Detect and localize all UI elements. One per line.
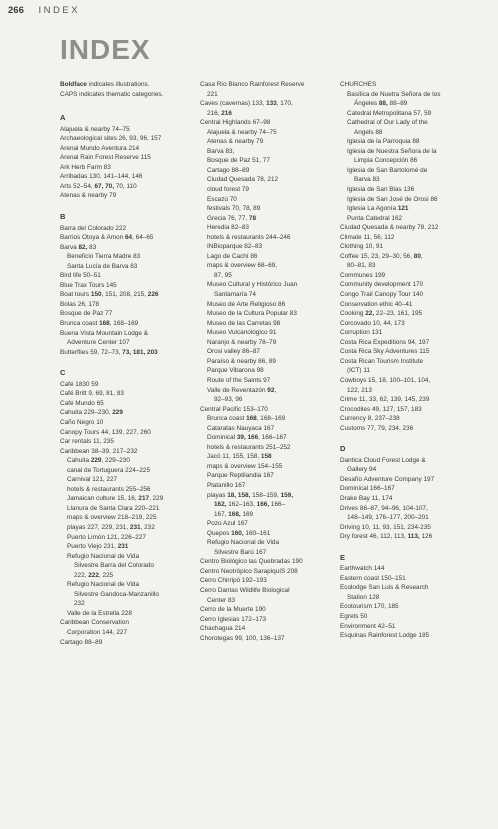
index-entry-continuation: 222, 222, 225 bbox=[74, 571, 114, 579]
index-subentry: Museo de Arte Religioso 86 bbox=[207, 300, 286, 308]
index-entry: Desafío Adventure Company 197 bbox=[340, 475, 435, 483]
index-subentry: Parque Vibarona 98 bbox=[207, 367, 264, 375]
index-entry-continuation: 167, 168, 169 bbox=[214, 510, 254, 518]
index-subentry: Escazú 70 bbox=[207, 195, 237, 203]
index-entry: Eastern coast 150–151 bbox=[340, 574, 406, 582]
index-subentry: INBioparque 82–83 bbox=[207, 243, 263, 251]
index-subentry: Alajuela & nearby 74–75 bbox=[207, 128, 277, 136]
index-subentry: Gallery 94 bbox=[347, 466, 377, 474]
index-entry-continuation: Santamaría 74 bbox=[214, 291, 256, 299]
index-legend-note: CAPS indicates thematic categories. bbox=[60, 90, 164, 98]
index-subentry: Museo Vulcanológico 91 bbox=[207, 329, 277, 337]
index-subentry: Museo de la Cultura Popular 83 bbox=[207, 310, 297, 318]
index-subentry: canal de Tortuguera 224–225 bbox=[67, 466, 151, 474]
index-entry: Bosque de Paz 77 bbox=[60, 310, 113, 318]
index-entry: Centro Neotrópico SarapiquíS 208 bbox=[200, 567, 298, 575]
index-subentry: hotels & restaurants 255–256 bbox=[67, 485, 151, 493]
index-column-1 bbox=[60, 80, 198, 647]
index-entry: Cahuita 229–230, 229 bbox=[60, 409, 123, 417]
index-entry: Cowboys 15, 18, 100–101, 104, bbox=[340, 376, 431, 384]
index-entry: Brunca coast 168, 168–169 bbox=[60, 320, 139, 328]
index-entry: CHURCHES bbox=[340, 81, 377, 88]
index-entry-continuation: Silvestre Barra del Colorado bbox=[74, 562, 154, 570]
index-entry: Ecotourism 170, 185 bbox=[340, 603, 399, 611]
page-number: 266 bbox=[8, 5, 24, 16]
index-entry: Car rentals 11, 235 bbox=[60, 438, 114, 446]
index-entry: Central Highlands 67–98 bbox=[200, 119, 271, 127]
index-subentry: Barva 83, bbox=[207, 147, 235, 155]
index-subentry: Grecia 76, 77, 78 bbox=[207, 214, 257, 222]
index-letter-heading: B bbox=[60, 212, 66, 222]
index-subentry: maps & overview 154–155 bbox=[207, 462, 283, 470]
index-subentry: Cataratas Nauyaca 167 bbox=[207, 424, 275, 432]
index-entry: Costa Rican Tourism Institute bbox=[340, 357, 423, 365]
index-entry: Cerro Dantas Wildlife Biological bbox=[200, 586, 290, 594]
index-subentry: Santa Lucía de Barva 83 bbox=[67, 262, 138, 270]
index-subentry: playas 227, 229, 231, 231, 232 bbox=[67, 523, 155, 531]
index-subentry: Refugio Nacional de Vida bbox=[67, 552, 140, 560]
index-subentry: Iglesia de San Blas 136 bbox=[347, 186, 415, 194]
index-entry: Caribbean Conservation bbox=[60, 619, 129, 627]
index-subentry: Puerto Viejo 231, 231 bbox=[67, 543, 129, 551]
index-subentry: Cathedral of Our Lady of the bbox=[347, 119, 428, 127]
index-subentry: Pozo Azul 167 bbox=[207, 520, 248, 528]
index-entry: Café Britt 9, 69, 81, 83 bbox=[60, 390, 124, 398]
index-entry: Canopy Tours 44, 139, 227, 260 bbox=[60, 428, 151, 436]
index-entry: Barra del Colorado 222 bbox=[60, 224, 127, 232]
index-subentry: Iglesia de Nuestra Señora de la bbox=[347, 147, 437, 155]
index-entry: Coffee 15, 23, 29–30, 56, 80, bbox=[340, 252, 423, 260]
index-subentry: 122, 213 bbox=[347, 386, 372, 394]
index-entry: Casa Río Blanco Rainforest Reserve bbox=[200, 81, 305, 88]
index-entry: Blue Trax Tours 145 bbox=[60, 281, 117, 289]
index-subentry: maps & overview 218–219, 225 bbox=[67, 514, 157, 522]
index-letter-heading: C bbox=[60, 368, 66, 378]
index-entry: Costa Rica Expeditions 94, 197 bbox=[340, 338, 430, 346]
index-entry: Drives 86–87, 94–96, 104-107, bbox=[340, 504, 428, 512]
index-subentry: Quepos 160, 160–161 bbox=[207, 529, 271, 537]
index-subentry: Jamaican culture 15, 16, 217, 229 bbox=[67, 495, 164, 503]
index-entry: Corruption 131 bbox=[340, 329, 383, 337]
index-entry: Boat tours 150, 151, 208, 215, 226 bbox=[60, 291, 159, 299]
index-entry-continuation: Limpia Concepción 86 bbox=[354, 157, 418, 165]
index-entry: Arribadas 130, 141–144, 146 bbox=[60, 173, 143, 181]
index-entry: Earthwatch 144 bbox=[340, 565, 385, 573]
index-entry-continuation: Angels 88 bbox=[354, 128, 383, 136]
index-subentry: Museo Cultural y Histórico Juan bbox=[207, 281, 298, 289]
index-entry-continuation: 232 bbox=[74, 600, 85, 608]
index-subentry: Iglesia de San José de Orosi 86 bbox=[347, 195, 438, 203]
index-subentry: Center 83 bbox=[207, 596, 236, 604]
index-entry: Ark Herb Farm 83 bbox=[60, 163, 111, 171]
index-subentry: Valle de la Estrella 228 bbox=[67, 609, 132, 617]
index-entry: Bird life 50–51 bbox=[60, 272, 101, 280]
index-subentry: Dominical 39, 166, 166–167 bbox=[207, 434, 287, 442]
index-subentry: Llanura de Santa Clara 220–221 bbox=[67, 504, 160, 512]
index-subentry: Orosi valley 86–87 bbox=[207, 348, 260, 356]
index-entry-continuation: 87, 95 bbox=[214, 271, 232, 279]
index-entry: Caño Negro 10 bbox=[60, 418, 104, 426]
index-entry-continuation: 92–93, 96 bbox=[214, 396, 243, 404]
index-subentry: Bosque de Paz 51, 77 bbox=[207, 157, 270, 165]
index-subentry: maps & overview 68–69, bbox=[207, 262, 277, 270]
index-entry-continuation: Silvestre Gandoca-Manzanillo bbox=[74, 590, 159, 598]
index-entry-continuation: Silvestre Barú 167 bbox=[214, 548, 267, 556]
index-entry: Environment 42–51 bbox=[340, 622, 396, 630]
page-title: INDEX bbox=[60, 34, 151, 65]
index-entry: Cerro Iglesias 172–173 bbox=[200, 615, 267, 623]
index-subentry: Punta Catedral 162 bbox=[347, 214, 403, 222]
index-column-3 bbox=[340, 80, 478, 641]
index-entry: Communes 199 bbox=[340, 271, 386, 279]
index-subentry: (ICT) 11 bbox=[347, 367, 370, 375]
index-entry: Cartago 88–89 bbox=[60, 638, 103, 646]
index-entry: Bolas 26, 178 bbox=[60, 300, 100, 308]
running-header bbox=[8, 5, 80, 16]
index-entry: Corcovado 10, 44, 173 bbox=[340, 319, 405, 327]
index-subentry: Paraíso & nearby 86, 89 bbox=[207, 357, 276, 365]
index-entry: Ecolodge San Luis & Research bbox=[340, 584, 429, 592]
index-subentry: Adventure Center 107 bbox=[67, 339, 130, 347]
index-subentry: Platanillo 167 bbox=[207, 481, 246, 489]
index-subentry: Museo de las Carretas 98 bbox=[207, 319, 281, 327]
index-entry: Conservation ethic 40–41 bbox=[340, 300, 413, 308]
index-entry: Barrios Otoya & Amon 64, 64–65 bbox=[60, 234, 154, 242]
index-subentry: Lago de Cachí 86 bbox=[207, 252, 258, 260]
index-entry-continuation: Barva 83 bbox=[354, 176, 380, 184]
index-entry: Egrets 50 bbox=[340, 612, 368, 620]
index-subentry: Cartago 88–89 bbox=[207, 166, 250, 174]
index-column-2 bbox=[200, 80, 338, 643]
index-letter-heading: A bbox=[60, 113, 66, 123]
index-entry: Butterflies 59, 72–73, 73, 181, 203 bbox=[60, 348, 158, 356]
index-entry: Congo Trail Canopy Tour 140 bbox=[340, 291, 424, 299]
index-entry: Costa Rica Sky Adventures 115 bbox=[340, 348, 430, 356]
index-entry: Cerro Chirripó 192–193 bbox=[200, 577, 267, 585]
index-entry: Ciudad Quesada & nearby 78, 212 bbox=[340, 224, 439, 232]
index-subentry: Heredia 82–83 bbox=[207, 224, 249, 232]
index-entry: Chorotegas 99, 100, 136–137 bbox=[200, 634, 285, 642]
index-entry-continuation: Ángeles 88, 88–89 bbox=[354, 100, 408, 108]
index-entry: Centro Biológico las Quebradas 190 bbox=[200, 558, 303, 566]
index-subentry: Ciudad Quesada 78, 212 bbox=[207, 176, 279, 184]
index-subentry: Valle de Reventazón 92, bbox=[207, 386, 277, 394]
index-entry: Central Pacific 153–170 bbox=[200, 405, 268, 413]
index-subentry: 216, 216 bbox=[207, 109, 232, 117]
index-entry: Alajuela & nearby 74–75 bbox=[60, 125, 130, 133]
index-entry: Caves (cavernas) 133, 133, 170, bbox=[200, 100, 293, 108]
index-entry: Community development 170 bbox=[340, 281, 424, 289]
index-legend-note: Boldface indicates illustrations. bbox=[60, 81, 150, 88]
index-subentry: Corporation 144, 227 bbox=[67, 628, 128, 636]
index-subentry: Refugio Nacional de Vida bbox=[207, 539, 280, 547]
index-letter-heading: D bbox=[340, 444, 346, 454]
index-entry: Customs 77, 79, 234, 236 bbox=[340, 424, 414, 432]
index-entry: Café Mundo 65 bbox=[60, 399, 104, 407]
index-subentry: Iglesia La Agonía 121 bbox=[347, 205, 409, 213]
index-subentry: Puerto Limón 121, 226–227 bbox=[67, 533, 146, 541]
index-subentry: Naranjo & nearby 78–79 bbox=[207, 338, 277, 346]
index-entry: Driving 10, 11, 93, 151, 234-235 bbox=[340, 523, 431, 531]
index-subentry: Route of the Saints 97 bbox=[207, 376, 271, 384]
index-entry: Cooking 22, 22–23, 161, 195 bbox=[340, 310, 423, 318]
index-entry: Dantica Cloud Forest Lodge & bbox=[340, 456, 426, 464]
index-entry: Clothing 10, 91 bbox=[340, 243, 383, 251]
index-subentry: 80–81, 83 bbox=[347, 262, 376, 270]
index-entry: Esquinas Rainforest Lodge 185 bbox=[340, 632, 430, 640]
index-subentry: hotels & restaurants 251–252 bbox=[207, 443, 291, 451]
index-subentry: 221 bbox=[207, 90, 218, 98]
index-entry: Drake Bay 11, 174 bbox=[340, 494, 393, 502]
index-entry: Arenal Rain Forest Reserve 115 bbox=[60, 154, 151, 162]
index-subentry: 148–149, 176–177, 200–201 bbox=[347, 514, 429, 522]
index-entry: Café 1830 59 bbox=[60, 380, 99, 388]
index-subentry: playas 18, 158, 158–159, 159, bbox=[207, 491, 294, 499]
index-entry: Currency 8, 237–238 bbox=[340, 415, 400, 423]
index-entry: Cerro de la Muerte 190 bbox=[200, 606, 266, 614]
index-entry: Arenal Mundo Aventura 214 bbox=[60, 144, 140, 152]
index-subentry: Beneficio Tierra Madre 83 bbox=[67, 253, 141, 261]
index-entry: Crocodiles 49, 127, 157, 183 bbox=[340, 405, 422, 413]
index-subentry: Basílica de Nuetra Señora de los bbox=[347, 90, 441, 98]
index-subentry: Cahuita 229, 229–230 bbox=[67, 457, 130, 465]
index-entry: Buena Vista Mountain Lodge & bbox=[60, 329, 148, 337]
index-entry: Dominical 166–167 bbox=[340, 485, 395, 493]
index-subentry: Atenas & nearby 79 bbox=[207, 138, 264, 146]
index-subentry: Station 128 bbox=[347, 593, 380, 601]
index-entry: Climate 11, 56, 112 bbox=[340, 233, 395, 241]
index-subentry: Carnival 121, 227 bbox=[67, 476, 118, 484]
running-header-title: INDEX bbox=[38, 5, 81, 16]
index-subentry: Brunca coast 168, 168–169 bbox=[207, 415, 286, 423]
index-entry: Barva 82, 83 bbox=[60, 243, 97, 251]
index-entry: Atenas & nearby 79 bbox=[60, 192, 117, 200]
index-entry: Arts 52–54, 67, 70, 70, 110 bbox=[60, 182, 137, 190]
index-entry: Caribbean 38–39, 217–232 bbox=[60, 447, 138, 455]
index-entry-continuation: 162, 162–163, 166, 166– bbox=[214, 501, 286, 509]
index-subentry: Parque Reptilandia 167 bbox=[207, 472, 274, 480]
index-entry: Dry forest 46, 112, 113, 113, 126 bbox=[340, 533, 433, 541]
index-subentry: festivals 70, 78, 89 bbox=[207, 205, 261, 213]
index-subentry: Jacó 11, 155, 158, 158 bbox=[207, 453, 272, 461]
index-entry: Archaeological sites 26, 93, 96, 157 bbox=[60, 135, 162, 143]
index-subentry: hotels & restaurants 244–246 bbox=[207, 233, 291, 241]
index-entry: Crime 11, 33, 62, 139, 145, 239 bbox=[340, 396, 430, 404]
index-entry: Chachagua 214 bbox=[200, 625, 246, 633]
index-subentry: Iglesia de la Parroquia 88 bbox=[347, 138, 420, 146]
index-subentry: Iglesia de San Bartolomé de bbox=[347, 166, 428, 174]
index-subentry: Catedral Metropolitana 57, 59 bbox=[347, 109, 432, 117]
index-subentry: cloud forest 79 bbox=[207, 186, 249, 194]
index-letter-heading: E bbox=[340, 552, 346, 562]
index-subentry: Refugio Nacional de Vida bbox=[67, 581, 140, 589]
